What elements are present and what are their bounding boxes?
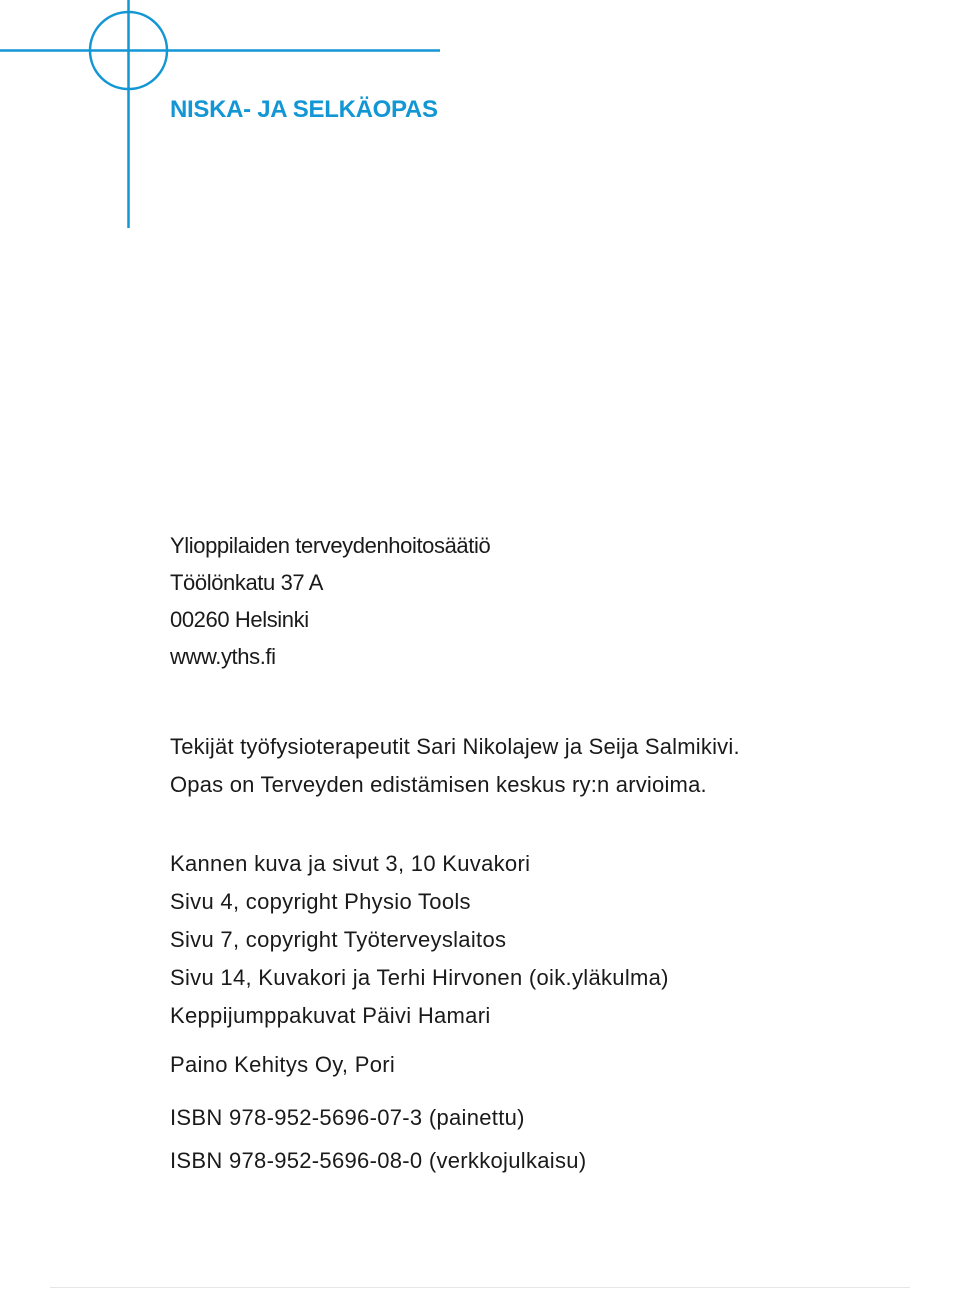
isbn-print: ISBN 978-952-5696-07-3 (painettu) — [170, 1105, 525, 1130]
credit-line: Sivu 4, copyright Physio Tools — [170, 889, 471, 914]
publisher-postal-city: 00260 Helsinki — [170, 607, 309, 632]
publisher-street: Töölönkatu 37 A — [170, 570, 324, 595]
credit-line: Sivu 14, Kuvakori ja Terhi Hirvonen (oik.yläkulma) — [170, 965, 669, 990]
credit-line: Sivu 7, copyright Työterveyslaitos — [170, 927, 507, 952]
authors-line: Tekijät työfysioterapeutit Sari Nikolajew ja Seija Salmikivi. — [170, 734, 740, 759]
publisher-address — [170, 527, 490, 675]
publisher-name: Ylioppilaiden terveydenhoitosäätiö — [170, 533, 491, 558]
document-title: NISKA- JA SELKÄOPAS — [170, 96, 438, 123]
isbn-online: ISBN 978-952-5696-08-0 (verkkojulkaisu) — [170, 1148, 587, 1173]
isbn-section — [170, 1096, 586, 1182]
review-line: Opas on Terveyden edistämisen keskus ry:n arvioima. — [170, 772, 707, 797]
publisher-website: www.yths.fi — [170, 644, 276, 669]
printer-line: Paino Kehitys Oy, Pori — [170, 1052, 396, 1077]
footer-divider — [50, 1287, 910, 1288]
image-credits — [170, 845, 669, 1035]
credit-line: Keppijumppakuvat Päivi Hamari — [170, 1003, 491, 1028]
authors-section — [170, 728, 740, 804]
credit-line: Kannen kuva ja sivut 3, 10 Kuvakori — [170, 851, 531, 876]
